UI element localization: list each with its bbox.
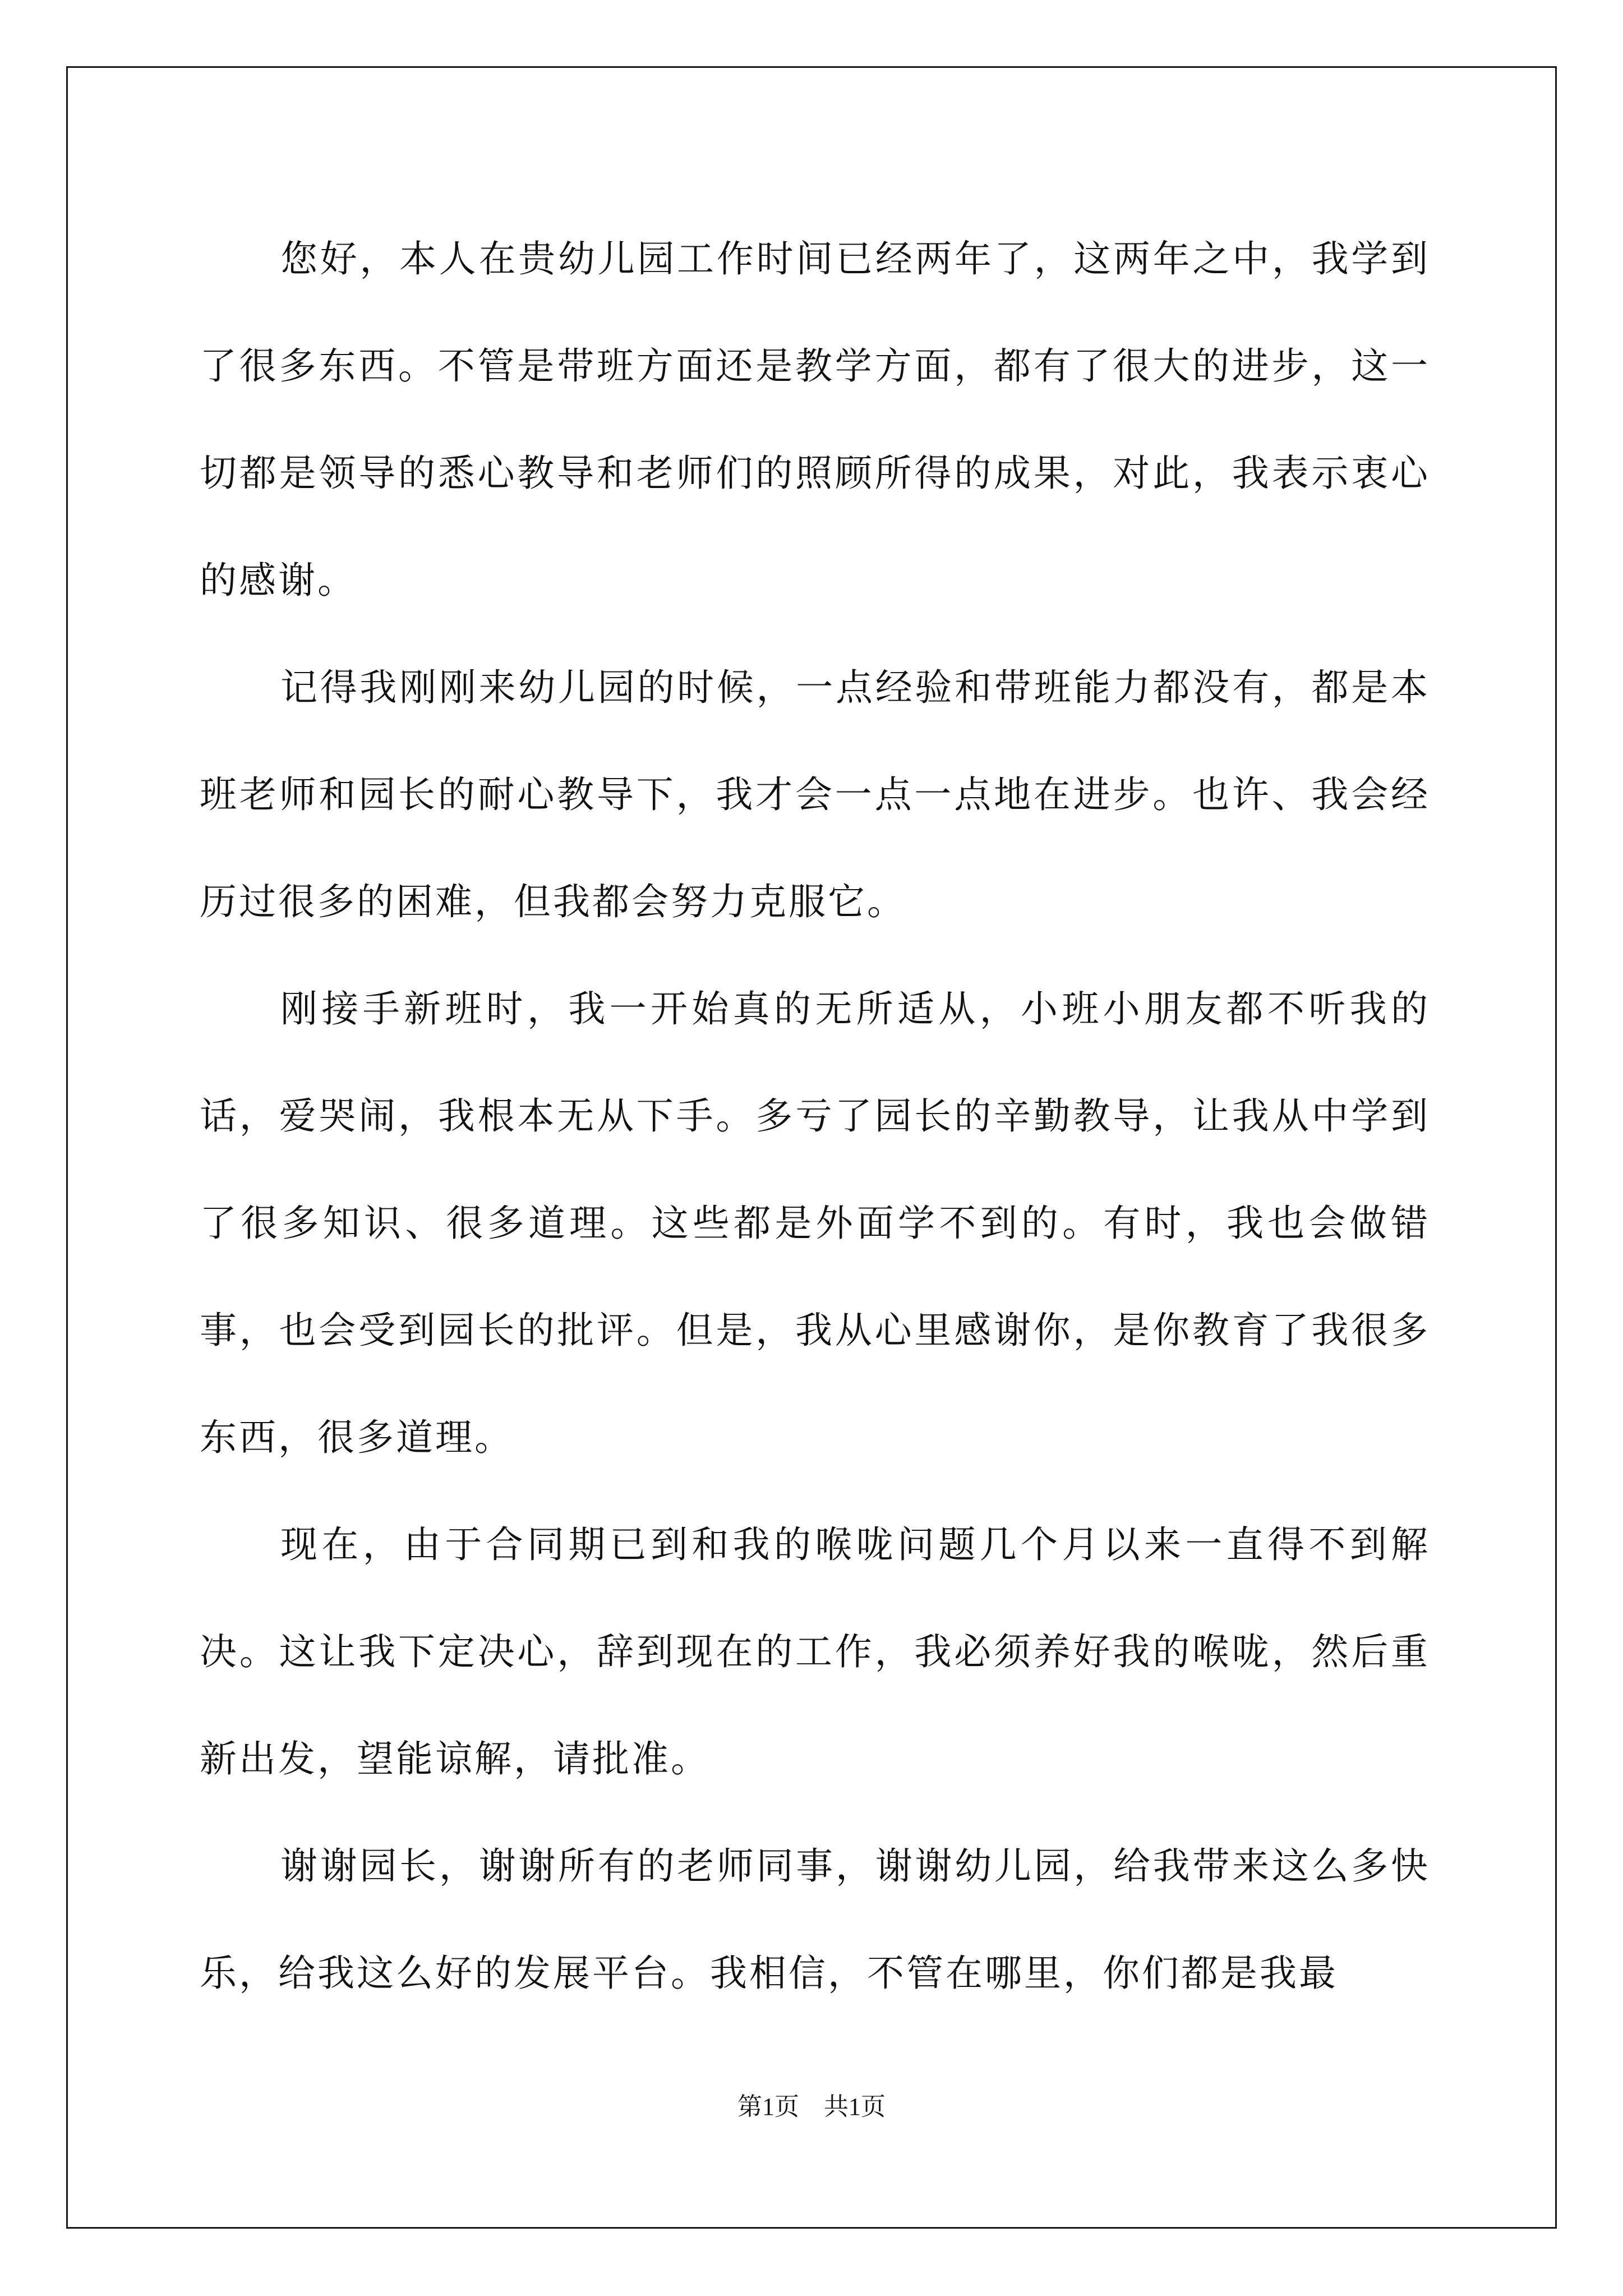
paragraph-5: 谢谢园长，谢谢所有的老师同事，谢谢幼儿园，给我带来这么多快乐，给我这么好的发展平台。我相信，不管在哪里，你们都是我最 (200, 1844, 1430, 1995)
page-number-footer: 第1页 共1页 (737, 2093, 886, 2120)
paragraph-1: 您好，本人在贵幼儿园工作时间已经两年了，这两年之中，我学到了很多东西。不管是带班方面还是教学方面，都有了很大的进步，这一切都是领导的悉心教导和老师们的照顾所得的成果，对此，我表示衷心的感谢。 (200, 237, 1430, 602)
paragraph-4: 现在，由于合同期已到和我的喉咙问题几个月以来一直得不到解决。这让我下定决心，辞到现在的工作，我必须养好我的喉咙，然后重新出发，望能谅解，请批准。 (200, 1523, 1430, 1780)
paragraph-2: 记得我刚刚来幼儿园的时候，一点经验和带班能力都没有，都是本班老师和园长的耐心教导下，我才会一点一点地在进步。也许、我会经历过很多的困难，但我都会努力克服它。 (200, 666, 1430, 923)
document-body (200, 205, 1430, 2027)
paragraph-3: 刚接手新班时，我一开始真的无所适从，小班小朋友都不听我的话，爱哭闹，我根本无从下手。多亏了园长的辛勤教导，让我从中学到了很多知识、很多道理。这些都是外面学不到的。有时，我也会做错事，也会受到园长的批评。但是，我从心里感谢你，是你教育了我很多东西，很多道理。 (200, 987, 1430, 1459)
